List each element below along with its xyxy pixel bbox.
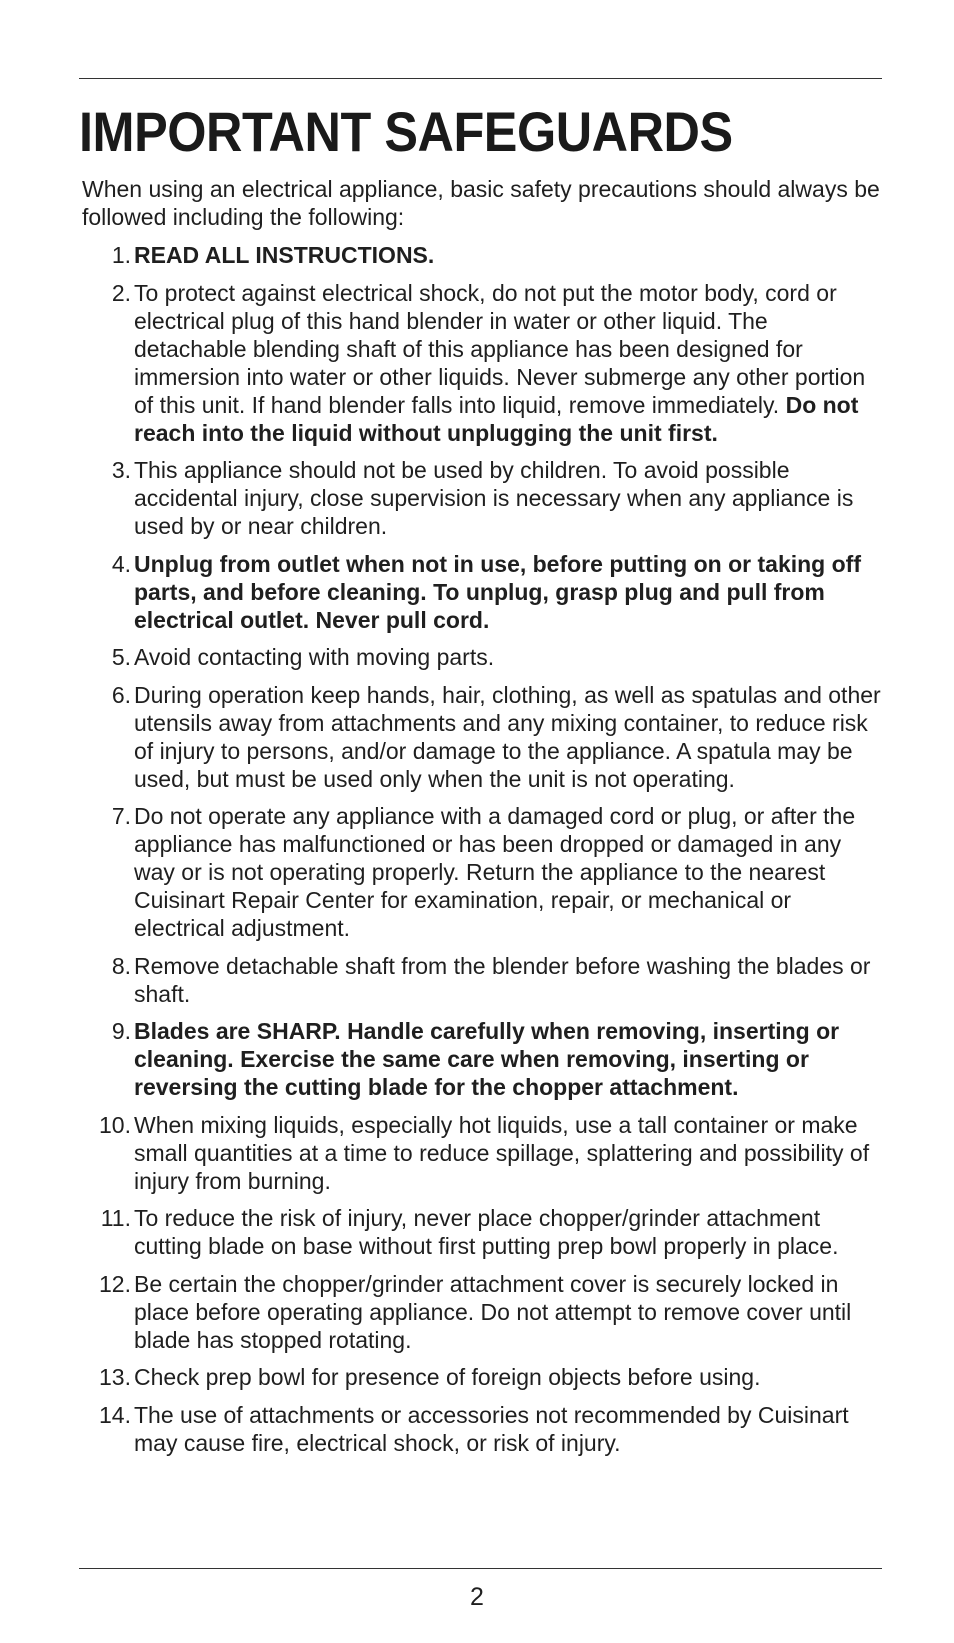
item-number: 9. bbox=[111, 1018, 131, 1044]
item-number: 6. bbox=[111, 681, 131, 708]
item-number: 5. bbox=[111, 644, 131, 670]
intro-paragraph: When using an electrical appliance, basic safety precautions should always be followed including the following: bbox=[82, 176, 880, 230]
item-text bbox=[134, 1270, 882, 1354]
page-title: IMPORTANT SAFEGUARDS bbox=[79, 100, 733, 163]
item-text-segment: Avoid contacting with moving parts. bbox=[134, 644, 495, 670]
item-text bbox=[134, 456, 882, 540]
item-text-bold: Unplug from outlet when not in use, before putting on or taking off parts, and before cleaning. To unplug, grasp plug and pull from electrical outlet. Never pull cord. bbox=[134, 550, 861, 633]
item-text-bold: READ ALL INSTRUCTIONS. bbox=[134, 242, 435, 268]
list-item bbox=[82, 1204, 882, 1260]
list-item bbox=[82, 1270, 882, 1354]
item-text bbox=[134, 279, 882, 447]
item-number: 11. bbox=[100, 1205, 131, 1231]
item-text bbox=[134, 1204, 882, 1260]
item-text bbox=[134, 1363, 882, 1391]
item-number: 12. bbox=[99, 1270, 131, 1297]
list-item bbox=[82, 1111, 882, 1195]
list-item bbox=[82, 802, 882, 942]
item-text bbox=[134, 1017, 882, 1101]
item-number: 7. bbox=[111, 803, 131, 829]
item-text-segment: Remove detachable shaft from the blender before washing the blades or shaft. bbox=[134, 952, 871, 1007]
safeguards-list bbox=[82, 241, 882, 1466]
item-number: 1. bbox=[111, 242, 131, 268]
item-text-segment: Check prep bowl for presence of foreign objects before using. bbox=[134, 1364, 761, 1390]
bottom-rule bbox=[79, 1568, 882, 1569]
item-text-segment: To reduce the risk of injury, never place chopper/grinder attachment cutting blade on base without first putting prep bowl properly in place. bbox=[134, 1205, 839, 1259]
list-item bbox=[82, 241, 882, 269]
item-text bbox=[134, 643, 882, 671]
item-text-segment: This appliance should not be used by children. To avoid possible accidental injury, close supervision is necessary when any appliance is used by or near children. bbox=[134, 457, 854, 539]
item-text bbox=[134, 550, 882, 634]
item-text bbox=[134, 802, 882, 942]
item-text bbox=[134, 1401, 882, 1457]
item-text-segment: To protect against electrical shock, do not put the motor body, cord or electrical plug of this hand blender in water or other liquid. The detachable blending shaft of this appliance has been designed for immersion into water or other liquids. Never submerge any other portion of this unit. If hand blender falls into liquid, remove immediately. bbox=[134, 279, 866, 418]
page-number: 2 bbox=[470, 1583, 484, 1611]
list-item bbox=[82, 952, 882, 1008]
item-number: 10. bbox=[99, 1111, 131, 1138]
list-item bbox=[82, 681, 882, 793]
item-number: 4. bbox=[111, 550, 131, 577]
item-number: 2. bbox=[111, 279, 131, 306]
item-text-segment: The use of attachments or accessories not recommended by Cuisinart may cause fire, electrical shock, or risk of injury. bbox=[134, 1401, 849, 1456]
list-item bbox=[82, 550, 882, 634]
item-number: 14. bbox=[99, 1401, 131, 1428]
item-text-segment: When mixing liquids, especially hot liquids, use a tall container or make small quantities at a time to reduce spillage, splattering and possibility of injury from burning. bbox=[134, 1111, 870, 1194]
item-number: 3. bbox=[111, 457, 131, 483]
top-rule bbox=[79, 78, 882, 79]
item-text-bold: Do not reach into the liquid without unplugging the unit first. bbox=[134, 391, 859, 446]
item-text bbox=[134, 241, 882, 269]
item-text-segment: During operation keep hands, hair, clothing, as well as spatulas and other utensils away from attachments and any mixing container, to reduce risk of injury to persons, and/or damage to the appliance. A spatula may be used, but must be used only when the unit is not operating. bbox=[134, 681, 881, 792]
item-text-segment: Do not operate any appliance with a damaged cord or plug, or after the appliance has malfunctioned or has been dropped or damaged in any way or is not operating properly. Return the appliance to the nearest Cuisinart Repair Center for examination, repair, or mechanical or electrical adjustment. bbox=[134, 803, 856, 941]
item-text-bold: Blades are SHARP. Handle carefully when removing, inserting or cleaning. Exercise the same care when removing, inserting or reversing the cutting blade for the chopper attachment. bbox=[134, 1018, 840, 1100]
item-number: 8. bbox=[111, 952, 131, 979]
list-item bbox=[82, 1401, 882, 1457]
item-text-segment: Be certain the chopper/grinder attachment cover is securely locked in place before operating appliance. Do not attempt to remove cover until blade has stopped rotating. bbox=[134, 1270, 852, 1353]
item-number: 13. bbox=[99, 1364, 131, 1390]
item-text bbox=[134, 952, 882, 1008]
list-item bbox=[82, 643, 882, 671]
list-item bbox=[82, 279, 882, 447]
list-item bbox=[82, 1363, 882, 1391]
item-text bbox=[134, 1111, 882, 1195]
item-text bbox=[134, 681, 882, 793]
list-item bbox=[82, 456, 882, 540]
list-item bbox=[82, 1017, 882, 1101]
